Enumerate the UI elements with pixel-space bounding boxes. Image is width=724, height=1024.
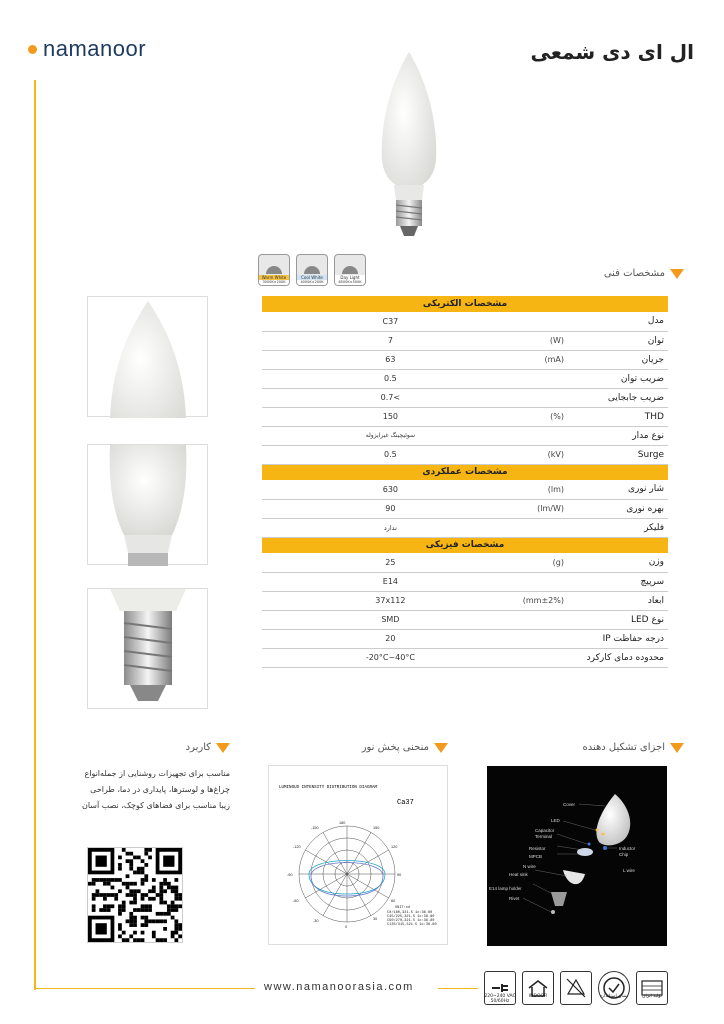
temp-name: Cool White xyxy=(297,275,327,280)
spec-label: نوع LED xyxy=(568,610,668,629)
spec-unit: (lm) xyxy=(519,480,568,499)
spec-unit: (g) xyxy=(519,553,568,572)
spec-label: بهره نوری xyxy=(568,499,668,518)
table-row xyxy=(262,648,668,667)
spec-unit xyxy=(519,312,568,331)
exploded-view xyxy=(487,766,667,946)
legend-item: C45/225,321.5 1c:36.80 xyxy=(387,915,435,919)
band-title: مشخصات الکتریکی xyxy=(262,296,668,312)
component-label: LED xyxy=(551,818,560,823)
spec-value: 0.5 xyxy=(262,445,519,464)
table-row xyxy=(262,350,668,369)
spec-value: 7 xyxy=(262,331,519,350)
spec-value: سوئیچینگ غیرایزوله xyxy=(262,426,519,445)
band-physical xyxy=(262,537,668,553)
table-row xyxy=(262,312,668,331)
spec-unit xyxy=(519,426,568,445)
exploded-illustration xyxy=(487,766,667,946)
website-link[interactable]: www.namanoorasia.com xyxy=(264,981,414,993)
diagram-model: Ca37 xyxy=(397,799,414,807)
component-label: Capacitor xyxy=(535,828,555,833)
table-row xyxy=(262,407,668,426)
spec-label: نوع مدار xyxy=(568,426,668,445)
spec-label: وزن xyxy=(568,553,668,572)
spec-unit xyxy=(519,629,568,648)
spec-unit: (mm±2%) xyxy=(519,591,568,610)
angle-label: -30 xyxy=(313,919,319,923)
badge-label: تولید ایران xyxy=(642,994,662,999)
angle-label: 180 xyxy=(339,821,346,825)
light-distribution-diagram xyxy=(268,765,448,945)
unit-label: UNIT:cd xyxy=(395,906,411,910)
temp-name: Warm White xyxy=(259,275,289,280)
made-in-iran-badge xyxy=(636,971,668,1005)
component-label: E14 lamp holder xyxy=(489,886,522,891)
heading-text: اجزای تشکیل دهنده xyxy=(582,742,665,753)
angle-label: -150 xyxy=(311,826,319,830)
table-row xyxy=(262,572,668,591)
components-heading xyxy=(583,742,685,753)
spec-value: 25 xyxy=(262,553,519,572)
spec-unit: (kV) xyxy=(519,445,568,464)
spec-value: >0.7 xyxy=(262,388,519,407)
spec-value: E14 xyxy=(262,572,519,591)
no-dimmer-icon xyxy=(564,976,588,1000)
angle-label: -120 xyxy=(293,845,301,849)
spec-label: محدوده دمای کارکرد xyxy=(568,648,668,667)
spec-unit xyxy=(519,572,568,591)
band-performance xyxy=(262,464,668,480)
angle-label: 0 xyxy=(345,925,348,929)
component-label: Heat sink xyxy=(509,872,528,877)
legend-item: C0/180,321.5 1c:36.80 xyxy=(387,911,433,915)
spec-label: ابعاد xyxy=(568,591,668,610)
spec-table xyxy=(262,296,668,668)
photo-bulb-middle xyxy=(87,444,208,565)
standard-seal-badge xyxy=(598,971,630,1005)
spec-unit: (lm/W) xyxy=(519,499,568,518)
legend-item: C135/315,321.5 1c:36.80 xyxy=(387,923,437,927)
footer-line-right xyxy=(438,988,478,989)
lamp-icon xyxy=(266,266,282,274)
accent-vertical-line xyxy=(34,80,36,990)
spec-value: 0.5 xyxy=(262,369,519,388)
component-label: Terminal xyxy=(535,834,553,839)
component-label: Resistor xyxy=(529,846,546,851)
band-electrical xyxy=(262,296,668,312)
spec-label: درجه حفاظت IP xyxy=(568,629,668,648)
table-row xyxy=(262,518,668,537)
warm-white-badge[interactable] xyxy=(258,254,290,286)
page-title: ال ای دی شمعی xyxy=(530,40,694,64)
brand-name: namanoor xyxy=(43,36,147,61)
distribution-heading xyxy=(362,742,448,753)
no-dimmer-badge xyxy=(560,971,592,1005)
spec-unit: (mA) xyxy=(519,350,568,369)
angle-label: 120 xyxy=(391,845,398,849)
heading-text: منحنی پخش نور xyxy=(361,742,429,753)
tech-specs-heading xyxy=(604,268,684,279)
temp-range: 3000K±200K xyxy=(259,280,289,285)
component-label: Cover xyxy=(563,802,576,807)
spec-value: 63 xyxy=(262,350,519,369)
qr-code[interactable] xyxy=(87,847,183,943)
day-light-badge[interactable] xyxy=(334,254,366,286)
spec-unit: (%) xyxy=(519,407,568,426)
usage-heading xyxy=(186,742,230,753)
angle-label: -90 xyxy=(287,873,293,877)
component-label: N wire xyxy=(523,864,536,869)
triangle-icon xyxy=(216,743,230,753)
table-row xyxy=(262,591,668,610)
spec-value: C37 xyxy=(262,312,519,331)
band-title: مشخصات فیزیکی xyxy=(262,537,668,553)
angle-label: 60 xyxy=(391,899,396,903)
table-row xyxy=(262,499,668,518)
spec-label: جریان xyxy=(568,350,668,369)
lamp-icon xyxy=(304,266,320,274)
logo-dot xyxy=(28,45,37,54)
color-temperature-options xyxy=(258,254,366,286)
component-label: Rivet xyxy=(509,896,520,901)
spec-label: Surge xyxy=(568,445,668,464)
footer-line-left xyxy=(35,988,255,989)
badge-label: نشان استاندارد xyxy=(599,994,629,999)
badge-label: INDOOR xyxy=(528,994,548,999)
spec-label: ضریب جابجایی xyxy=(568,388,668,407)
temp-range: 4000K±200K xyxy=(297,280,327,285)
spec-value: ندارد xyxy=(262,518,519,537)
component-label: MPCB xyxy=(529,854,543,859)
spec-value: 630 xyxy=(262,480,519,499)
spec-value: 90 xyxy=(262,499,519,518)
brand-logo[interactable] xyxy=(28,36,146,62)
band-title: مشخصات عملکردی xyxy=(262,464,668,480)
heading-text: کاربرد xyxy=(185,742,211,753)
table-row xyxy=(262,445,668,464)
table-row xyxy=(262,610,668,629)
heading-text: مشخصات فنی xyxy=(603,268,665,279)
spec-label: مدل xyxy=(568,312,668,331)
spec-label: شار نوری xyxy=(568,480,668,499)
spec-label: توان xyxy=(568,331,668,350)
spec-value: -20°C~40°C xyxy=(262,648,519,667)
triangle-icon xyxy=(670,269,684,279)
table-row xyxy=(262,388,668,407)
table-row xyxy=(262,331,668,350)
component-label: Chip xyxy=(619,852,629,857)
polar-plot xyxy=(269,766,449,946)
angle-label: -60 xyxy=(293,899,299,903)
spec-label: ضریب توان xyxy=(568,369,668,388)
spec-unit: (W) xyxy=(519,331,568,350)
diagram-title: LUMINOUS INTENSITY DISTRIBUTION DIAGRAM xyxy=(279,786,378,790)
triangle-icon xyxy=(434,743,448,753)
spec-value: 20 xyxy=(262,629,519,648)
spec-label: فلیکر xyxy=(568,518,668,537)
photo-bulb-top xyxy=(87,296,208,417)
temp-name: Day Light xyxy=(335,275,365,280)
hero-bulb-image xyxy=(378,50,440,240)
table-row xyxy=(262,369,668,388)
angle-label: 30 xyxy=(373,917,378,921)
table-row xyxy=(262,629,668,648)
legend-item: C90/270,321.5 1c:36.80 xyxy=(387,919,435,923)
usage-text: مناسب برای تجهیزات روشنایی از جمله‌انواع چراغ‌ها و لوسترها، پایداری در دما، طراحی زیبا مناسب برای فضاهای کوچک، نصب آسان xyxy=(81,769,230,810)
spec-label: THD xyxy=(568,407,668,426)
spec-unit xyxy=(519,518,568,537)
angle-label: 90 xyxy=(397,873,402,877)
spec-unit xyxy=(519,648,568,667)
photo-bulb-base xyxy=(87,588,208,709)
spec-value: 150 xyxy=(262,407,519,426)
component-label: Inductor xyxy=(619,846,636,851)
table-row xyxy=(262,480,668,499)
indoor-badge xyxy=(522,971,554,1005)
table-row xyxy=(262,553,668,572)
spec-unit xyxy=(519,388,568,407)
lamp-icon xyxy=(342,266,358,274)
spec-unit xyxy=(519,369,568,388)
component-label: L wire xyxy=(623,868,635,873)
spec-value: 37x112 xyxy=(262,591,519,610)
table-row xyxy=(262,426,668,445)
spec-label: سرپیچ xyxy=(568,572,668,591)
temp-range: 6500K±500K xyxy=(335,280,365,285)
cool-white-badge[interactable] xyxy=(296,254,328,286)
spec-unit xyxy=(519,610,568,629)
badge-label: 220~240 VAC 50/60Hz xyxy=(484,994,516,1004)
spec-value: SMD xyxy=(262,610,519,629)
triangle-icon xyxy=(670,743,684,753)
angle-label: 150 xyxy=(373,826,380,830)
